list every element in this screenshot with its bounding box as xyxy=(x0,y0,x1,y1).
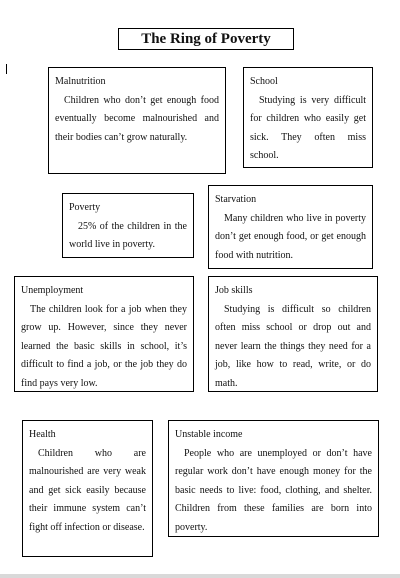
card-heading: Unemployment xyxy=(21,285,84,296)
card-unemployment xyxy=(14,276,194,392)
card-body: Studying is very difficult for children who easily get sick. They often miss school. xyxy=(250,94,366,161)
card-heading: Health xyxy=(29,429,56,440)
card-health xyxy=(22,420,153,557)
page-title: The Ring of Poverty xyxy=(118,28,294,50)
card-heading: Unstable income xyxy=(175,429,243,440)
card-poverty xyxy=(62,193,194,258)
card-malnutrition xyxy=(48,67,226,174)
card-heading: Starvation xyxy=(215,194,257,205)
card-heading: Poverty xyxy=(69,202,101,213)
card-unstable-income xyxy=(168,420,379,537)
card-heading: Job skills xyxy=(215,285,253,296)
text-cursor xyxy=(6,64,7,74)
card-body: People who are unemployed or don’t have regular work don’t have enough money for the basic needs to live: food, clothing, and shelter. Children from these families are born into poverty. xyxy=(175,447,372,533)
card-heading: Malnutrition xyxy=(55,76,106,87)
card-starvation xyxy=(208,185,373,269)
card-job-skills xyxy=(208,276,378,392)
card-body: Studying is difficult so children often miss school or drop out and never learn the things they need for a job, like how to read, write, or do math. xyxy=(215,303,371,389)
card-body: Children who are malnourished are very weak and get sick easily because their immune system can’t fight off infection or disease. xyxy=(29,447,146,533)
card-body: The children look for a job when they grow up. However, since they never learned the basic skills in school, it’s difficult to find a job, or the job they do find pays very low. xyxy=(21,303,187,389)
page-bottom-edge xyxy=(0,574,400,578)
card-body: 25% of the children in the world live in poverty. xyxy=(69,220,187,250)
card-body: Many children who live in poverty don’t get enough food, or get enough food with nutrition. xyxy=(215,212,366,261)
card-school xyxy=(243,67,373,168)
card-heading: School xyxy=(250,76,278,87)
card-body: Children who don’t get enough food eventually become malnourished and their bodies can’t grow naturally. xyxy=(55,94,219,143)
